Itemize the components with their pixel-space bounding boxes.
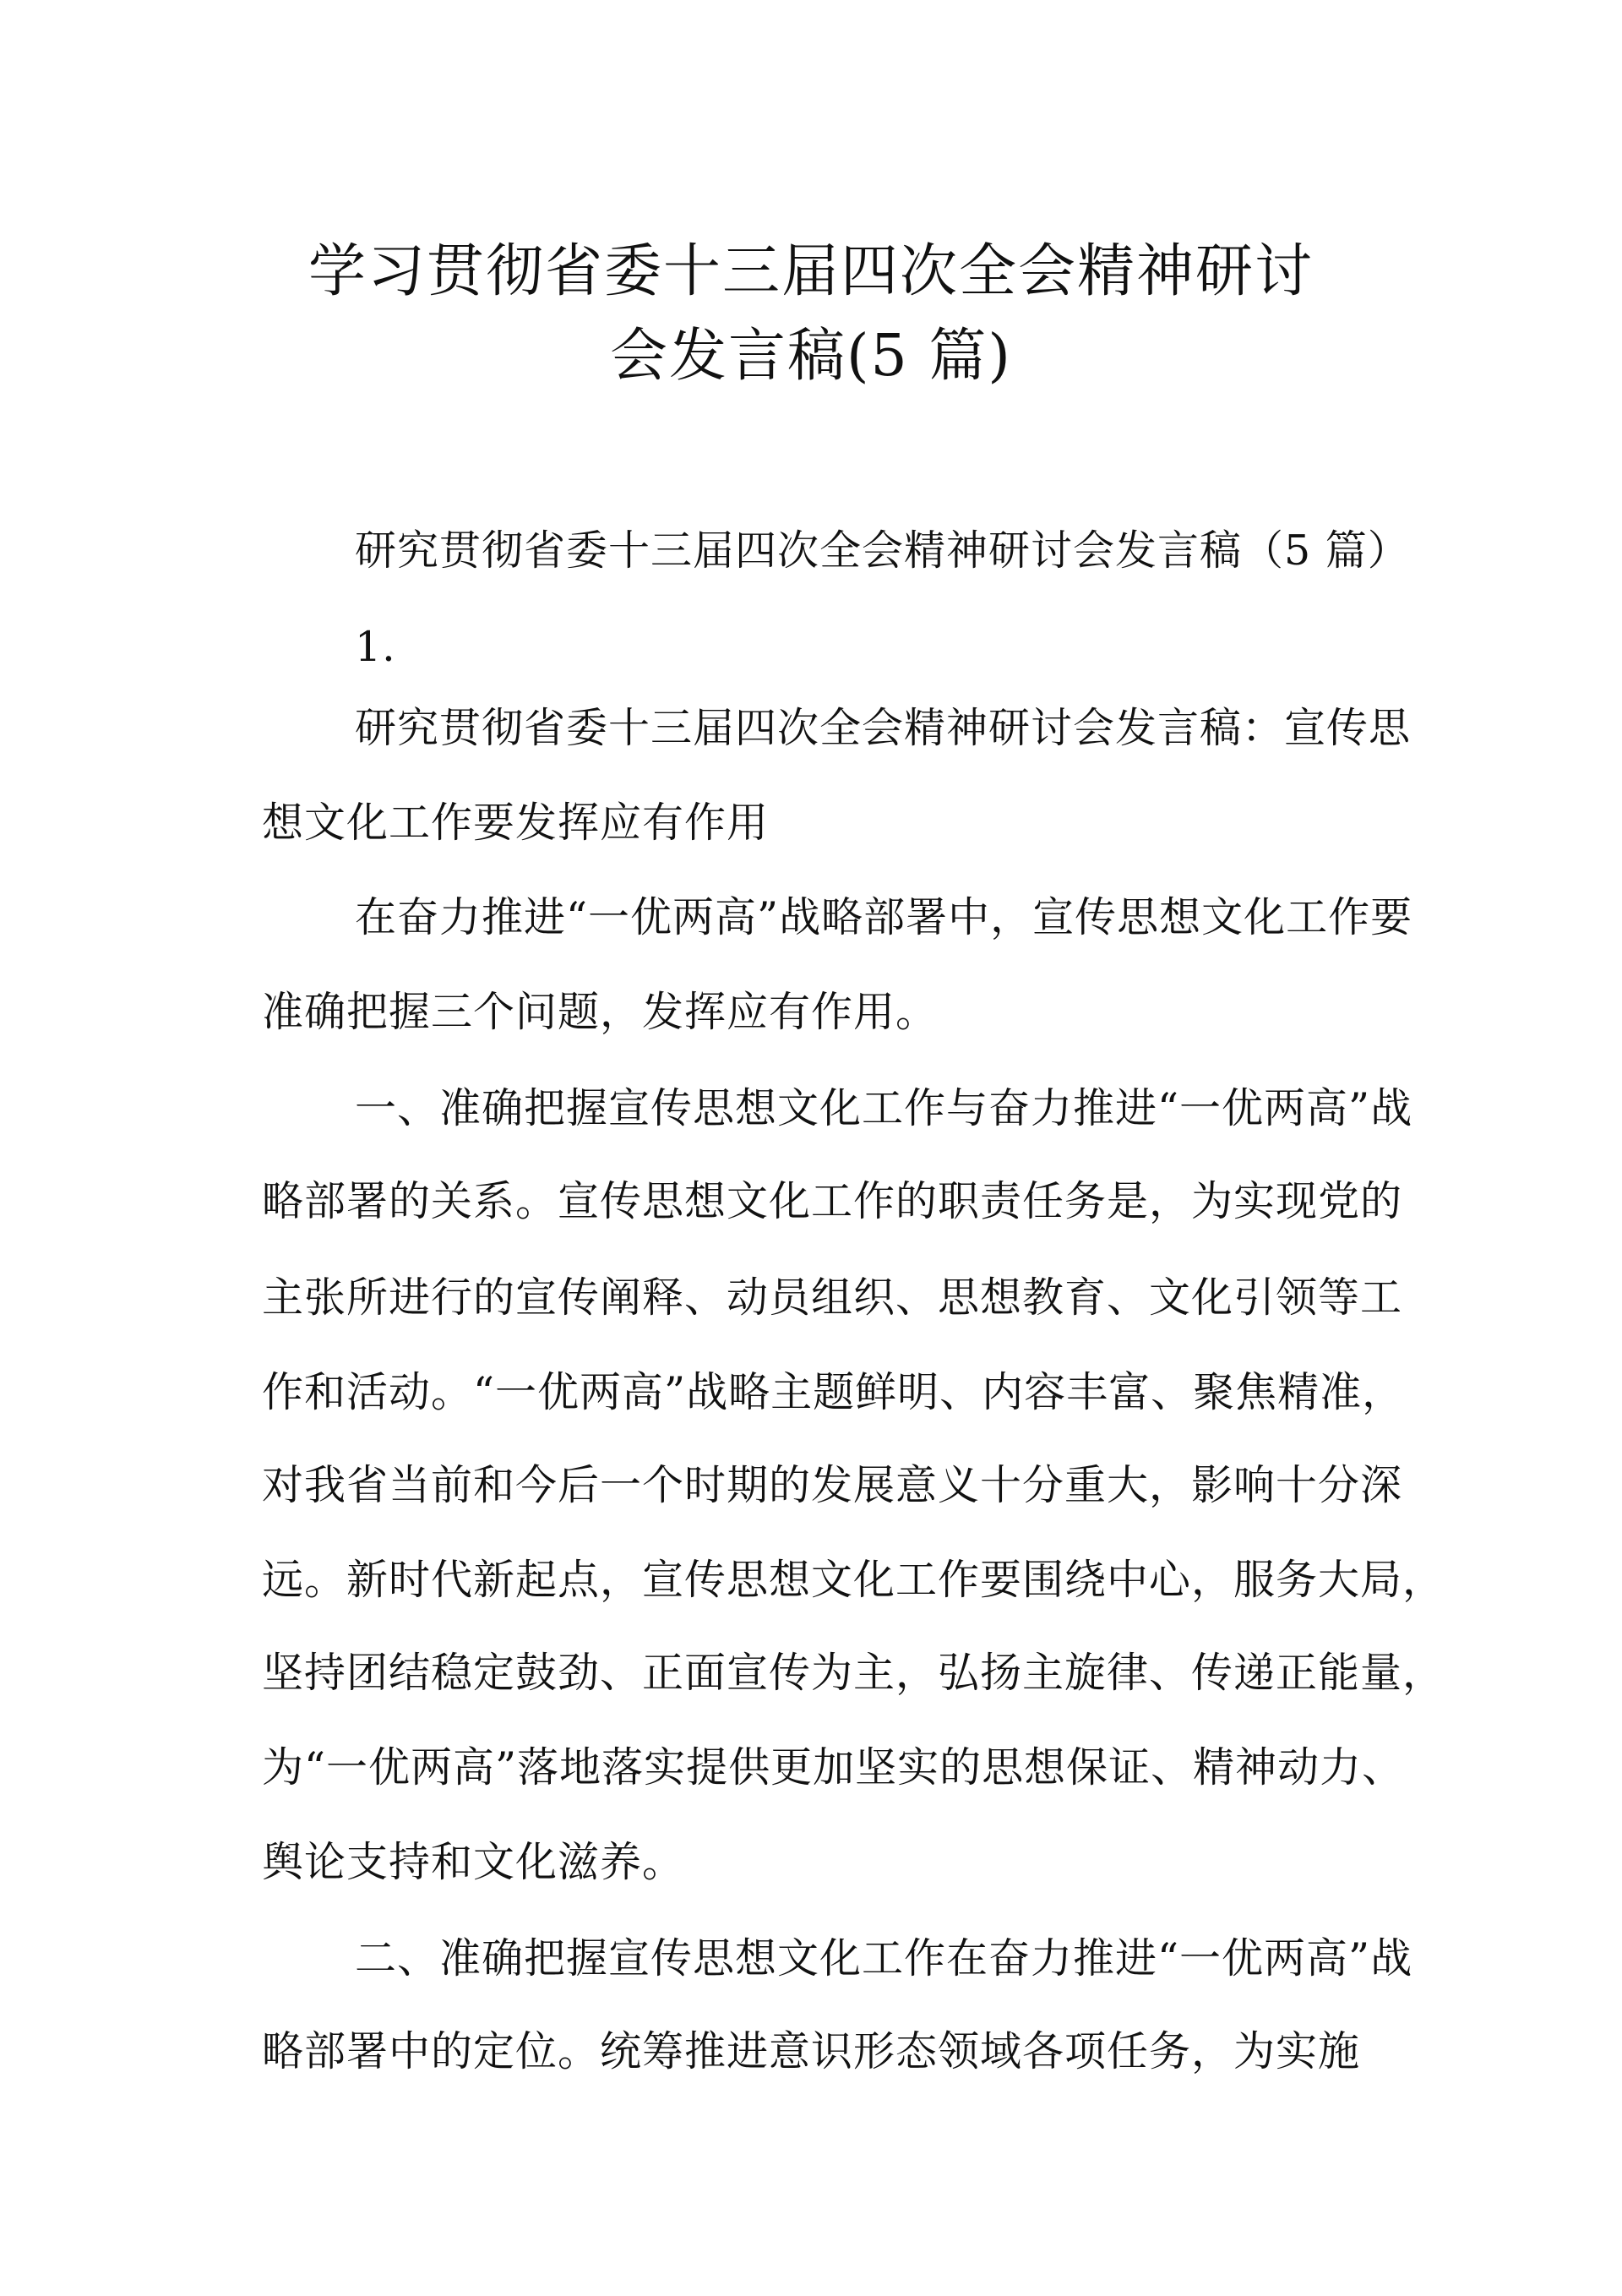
document-title-line-1: 学习贯彻省委十三届四次全会精神研讨 <box>308 238 1314 305</box>
body-line: 研究贯彻省委十三届四次全会精神研讨会发言稿：宣传思 <box>355 704 1412 752</box>
body-line: 二、准确把握宣传思想文化工作在奋力推进“一优两高”战 <box>355 1934 1413 1982</box>
body-line: 在奋力推进“一优两高”战略部署中，宣传思想文化工作要 <box>355 893 1413 941</box>
body-line: 作和活动。“一优两高”战略主题鲜明、内容丰富、聚焦精准， <box>262 1368 1405 1416</box>
body-line: 对我省当前和今后一个时期的发展意义十分重大，影响十分深 <box>262 1461 1403 1509</box>
body-line: 略部署中的定位。统筹推进意识形态领域各项任务，为实施 <box>262 2027 1361 2075</box>
body-line: 远。新时代新起点，宣传思想文化工作要围绕中心，服务大局， <box>262 1556 1445 1604</box>
body-line: 准确把握三个问题，发挥应有作用。 <box>262 988 939 1036</box>
body-line: 1. <box>355 623 396 671</box>
document-title-line-2: 会发言稿(5 篇) <box>610 323 1012 390</box>
body-line: 主张所进行的宣传阐释、动员组织、思想教育、文化引领等工 <box>262 1273 1403 1322</box>
body-line: 为“一优两高”落地落实提供更加坚实的思想保证、精神动力、 <box>262 1743 1405 1792</box>
body-line: 坚持团结稳定鼓劲、正面宣传为主，弘扬主旋律、传递正能量， <box>262 1649 1445 1697</box>
body-line: 想文化工作要发挥应有作用 <box>262 799 770 847</box>
body-line: 略部署的关系。宣传思想文化工作的职责任务是，为实现党的 <box>262 1177 1403 1225</box>
body-line: 一、准确把握宣传思想文化工作与奋力推进“一优两高”战 <box>355 1084 1413 1132</box>
body-line: 研究贯彻省委十三届四次全会精神研讨会发言稿（5 篇） <box>355 526 1410 575</box>
body-line: 舆论支持和文化滋养。 <box>262 1838 685 1886</box>
